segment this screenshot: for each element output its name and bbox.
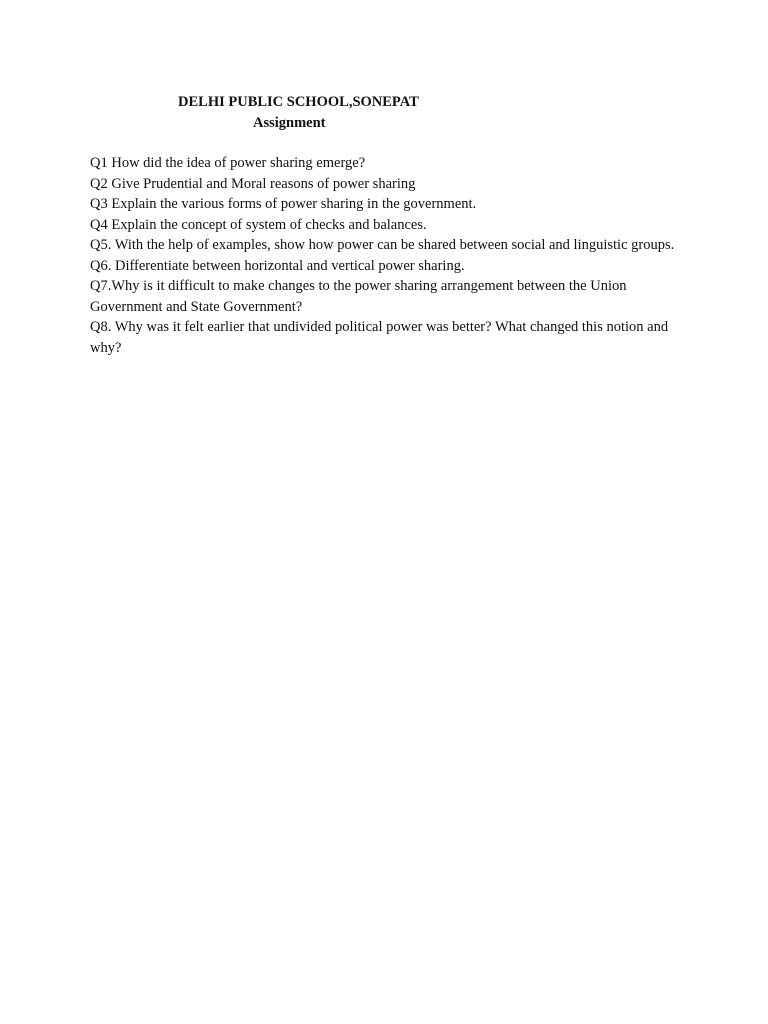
question-item: Q4 Explain the concept of system of checks and balances.	[90, 216, 427, 233]
question-item: Q3 Explain the various forms of power sharing in the government.	[90, 196, 477, 212]
school-name-heading: DELHI PUBLIC SCHOOL,SONEPAT	[178, 94, 419, 110]
question-item: Q1 How did the idea of power sharing emerge?	[90, 155, 366, 171]
question-item: Q5. With the help of examples, show how power can be shared between social and linguistic groups.	[90, 237, 675, 253]
question-item: Q6. Differentiate between horizontal and vertical power sharing.	[90, 257, 465, 274]
assignment-title: Assignment	[253, 115, 326, 131]
question-item: Q7.Why is it difficult to make changes to the power sharing arrangement between the Union Government and State Government?	[90, 278, 627, 315]
question-list	[90, 153, 690, 358]
question-item: Q8. Why was it felt earlier that undivided political power was better? What changed this notion and why?	[90, 319, 669, 356]
question-item: Q2 Give Prudential and Moral reasons of power sharing	[90, 175, 416, 192]
